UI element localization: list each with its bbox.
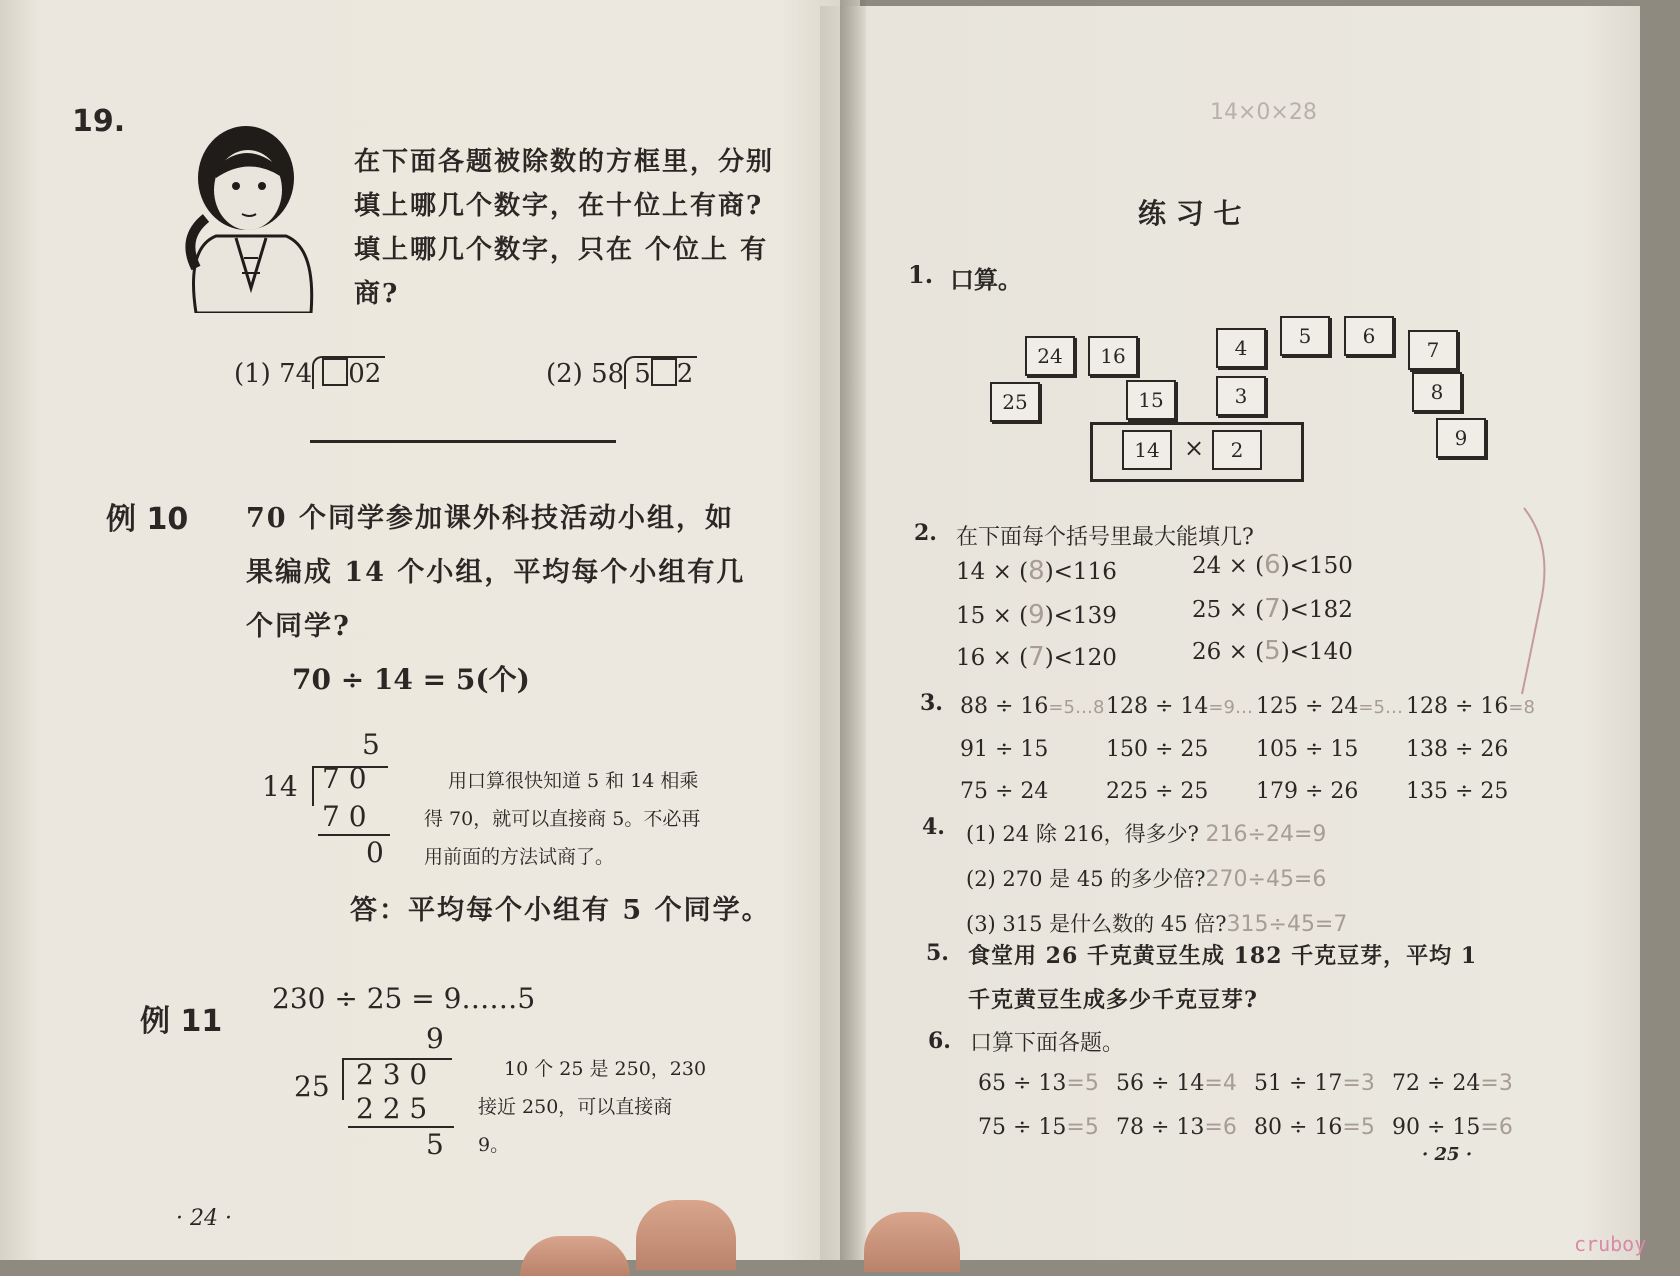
ex6-question: 65 ÷ 13 <box>978 1071 1067 1096</box>
ex4-question: (1) 24 除 216，得多少? <box>966 822 1199 846</box>
ld11-bracket <box>342 1058 344 1100</box>
ld10-remainder: 0 <box>366 836 384 869</box>
ex6-question: 56 ÷ 14 <box>1116 1071 1205 1096</box>
ex6-question: 78 ÷ 13 <box>1116 1115 1205 1140</box>
ex6-item <box>1254 1106 1392 1150</box>
ex2-fill: 6 <box>1264 550 1281 580</box>
right-page <box>820 6 1640 1260</box>
ex6-answer: =5 <box>1342 1115 1375 1140</box>
ex3-question: 91 ÷ 15 <box>960 737 1049 762</box>
ex2-suffix: )<116 <box>1044 559 1117 585</box>
ex6-question: 80 ÷ 16 <box>1254 1115 1343 1140</box>
ex2-suffix: )<182 <box>1280 597 1353 623</box>
ex2-row <box>1192 636 1353 666</box>
ex4-question: (3) 315 是什么数的 45 倍? <box>966 912 1227 936</box>
note-line: 10 个 25 是 250，230 <box>504 1058 707 1080</box>
ex5-text <box>968 934 1477 1022</box>
ld11-dividend: 2 3 0 <box>356 1058 428 1091</box>
machine-right-operand: 2 <box>1212 430 1262 470</box>
ex6-item <box>1392 1062 1530 1106</box>
number-card: 5 <box>1280 316 1330 356</box>
ex6-text: 口算下面各题。 <box>970 1031 1125 1056</box>
number-card: 16 <box>1088 336 1138 376</box>
divisor: 74 <box>279 359 313 389</box>
ex6-question: 90 ÷ 15 <box>1392 1115 1481 1140</box>
ex3-item <box>1256 686 1406 729</box>
ld10-bracket <box>312 766 314 806</box>
note-line: 接近 250，可以直接商 <box>478 1096 673 1118</box>
example-10-equation: 70 ÷ 14 = 5(个) <box>292 663 530 696</box>
dividend-tail: 2 <box>676 359 694 389</box>
note-line: 用口算很快知道 5 和 14 相乘 <box>448 770 699 792</box>
exercise-title: 练 习 七 <box>1138 197 1242 230</box>
ex3-item <box>960 729 1106 771</box>
note-line: 用前面的方法试商了。 <box>424 846 615 868</box>
ex5-label: 5. <box>926 940 949 966</box>
ex3-item <box>960 686 1106 729</box>
ex6-question: 51 ÷ 17 <box>1254 1071 1343 1096</box>
problem-19-item-2 <box>546 356 697 389</box>
example-10-note <box>424 762 700 876</box>
example-11-note <box>478 1050 706 1164</box>
ex6-item <box>1116 1106 1254 1150</box>
example-10-answer: 答：平均每个小组有 5 个同学。 <box>350 895 771 926</box>
ex2-text: 在下面每个括号里最大能填几? <box>956 525 1254 550</box>
ex3-question: 150 ÷ 25 <box>1106 737 1209 762</box>
ex2-row <box>956 556 1117 586</box>
ex6-grid <box>978 1062 1538 1150</box>
item-label: (2) <box>546 359 583 389</box>
ex2-row <box>956 600 1117 630</box>
ex4-answer: 216÷24=9 <box>1205 822 1327 847</box>
problem-19-item-1 <box>234 356 385 389</box>
problem-19-line: 在下面各题被除数的方框里，分别 <box>354 147 775 177</box>
ex3-question: 225 ÷ 25 <box>1106 779 1209 804</box>
ex2-fill: 7 <box>1028 642 1045 672</box>
ex3-question: 125 ÷ 24 <box>1256 694 1359 719</box>
ex2-suffix: )<140 <box>1280 639 1353 665</box>
ex6-rows <box>978 1062 1538 1150</box>
problem-19-line: 填上哪几个数字，只在 个位上 有 <box>354 235 769 265</box>
page-number-left: · 24 · <box>176 1206 232 1231</box>
number-card: 9 <box>1436 418 1486 458</box>
dividend-head: 5 <box>634 359 651 389</box>
ex4-answer: 270÷45=6 <box>1205 867 1327 892</box>
example-11-label: 例 11 <box>140 1004 223 1039</box>
ex3-question: 128 ÷ 14 <box>1106 694 1209 719</box>
pencil-note: 14×0×28 <box>1210 100 1317 125</box>
ex3-item <box>1106 729 1256 771</box>
ld11-product: 2 2 5 <box>356 1092 428 1125</box>
ex1-label: 1. <box>908 260 934 289</box>
number-card: 25 <box>990 382 1040 422</box>
note-line: 9。 <box>478 1134 510 1156</box>
ex3-question: 135 ÷ 25 <box>1406 779 1509 804</box>
ex6-label: 6. <box>928 1028 951 1054</box>
ex2-label: 2. <box>914 520 937 546</box>
ex3-item <box>960 771 1106 813</box>
ex6-question: 72 ÷ 24 <box>1392 1071 1481 1096</box>
ex6-answer: =4 <box>1204 1071 1237 1096</box>
ex6-answer: =5 <box>1066 1115 1099 1140</box>
ex3-question: 128 ÷ 16 <box>1406 694 1509 719</box>
number-card: 3 <box>1216 376 1266 416</box>
ex3-item <box>1106 686 1256 729</box>
ex2-prefix: 14 × ( <box>956 559 1029 585</box>
ld10-product: 7 0 <box>322 800 367 833</box>
ex3-question: 179 ÷ 26 <box>1256 779 1359 804</box>
number-card: 4 <box>1216 328 1266 368</box>
ex4-item <box>966 857 1347 902</box>
ex3-answer: =5…8 <box>1048 697 1105 718</box>
ex2-fill: 9 <box>1028 600 1045 630</box>
pencil-bracket-mark <box>1520 506 1560 696</box>
ex2-row <box>1192 594 1353 624</box>
ex2-suffix: )<150 <box>1280 553 1353 579</box>
ex3-item <box>1406 686 1546 729</box>
girl-illustration-icon <box>176 118 326 313</box>
ex3-answer: =5… <box>1358 697 1403 718</box>
ex2-prefix: 16 × ( <box>956 645 1029 671</box>
machine-left-operand: 14 <box>1122 430 1172 470</box>
section-divider <box>310 440 616 443</box>
ex6-item <box>1254 1062 1392 1106</box>
ex3-question: 75 ÷ 24 <box>960 779 1049 804</box>
book-gutter-shadow <box>840 0 866 1260</box>
ex3-question: 88 ÷ 16 <box>960 694 1049 719</box>
ex6-answer: =6 <box>1480 1115 1513 1140</box>
ex2-row <box>956 642 1117 672</box>
number-card: 6 <box>1344 316 1394 356</box>
ex3-question: 138 ÷ 26 <box>1406 737 1509 762</box>
ex3-item <box>1406 771 1546 813</box>
ex6-answer: =3 <box>1480 1071 1513 1096</box>
ex3-item <box>1256 771 1406 813</box>
ex1-text: 口算。 <box>950 265 1022 294</box>
example-10-line: 个同学? <box>246 611 351 642</box>
ex3-answer: =9… <box>1208 697 1253 718</box>
answer-box <box>651 358 677 386</box>
ex2-row <box>1192 550 1353 580</box>
problem-19-line: 填上哪几个数字，在十位上有商? <box>354 191 764 221</box>
example-10-label: 例 10 <box>106 502 189 537</box>
watermark: cruboy <box>1574 1232 1647 1256</box>
ld11-divisor: 25 <box>294 1070 330 1103</box>
page-number-right: · 25 · <box>1422 1144 1473 1165</box>
ex4-label: 4. <box>922 814 945 840</box>
dividend-tail: 02 <box>348 359 382 389</box>
ex3-item <box>1406 729 1546 771</box>
ex2-fill: 8 <box>1028 556 1045 586</box>
item-label: (1) <box>234 359 271 389</box>
ld11-remainder: 5 <box>426 1128 444 1161</box>
example-10-text <box>246 492 745 654</box>
problem-number: 19. <box>72 104 126 139</box>
ex5-line: 千克黄豆生成多少千克豆芽? <box>968 987 1258 1013</box>
ex3-answer: =8 <box>1508 697 1535 718</box>
number-card: 15 <box>1126 380 1176 420</box>
note-line: 得 70，就可以直接商 5。不必再 <box>424 808 701 830</box>
ex3-label: 3. <box>920 690 943 716</box>
machine-operator: × <box>1184 434 1205 462</box>
ex2-prefix: 25 × ( <box>1192 597 1265 623</box>
number-card: 7 <box>1408 330 1458 370</box>
ex2-prefix: 26 × ( <box>1192 639 1265 665</box>
example-10-line: 果编成 14 个小组，平均每个小组有几 <box>246 557 746 588</box>
ld11-quotient: 9 <box>426 1022 444 1055</box>
problem-19-line: 商? <box>354 279 400 309</box>
ld10-quotient: 5 <box>362 728 380 761</box>
ex5-line: 食堂用 26 千克黄豆生成 182 千克豆芽，平均 1 <box>968 943 1478 969</box>
example-10-line: 70 个同学参加课外科技活动小组，如 <box>246 503 734 534</box>
ex2-prefix: 15 × ( <box>956 603 1029 629</box>
ld10-dividend: 7 0 <box>322 762 367 795</box>
ex4-list <box>966 812 1347 947</box>
divisor: 58 <box>591 359 625 389</box>
ex3-rows <box>960 686 1535 813</box>
ex4-question: (2) 270 是 45 的多少倍? <box>966 867 1206 891</box>
number-card: 24 <box>1025 336 1075 376</box>
ex6-answer: =5 <box>1066 1071 1099 1096</box>
ex6-item <box>1116 1062 1254 1106</box>
ex2-fill: 7 <box>1264 594 1281 624</box>
ex3-item <box>1106 771 1256 813</box>
ex6-item <box>978 1062 1116 1106</box>
thumb-right <box>864 1212 960 1272</box>
ex4-answer: 315÷45=7 <box>1226 912 1348 937</box>
ex3-question: 105 ÷ 15 <box>1256 737 1359 762</box>
ex3-grid <box>960 686 1535 813</box>
ex6-item <box>978 1106 1116 1150</box>
ex3-item <box>1256 729 1406 771</box>
ex4-item <box>966 812 1347 857</box>
ex2-prefix: 24 × ( <box>1192 553 1265 579</box>
ex6-question: 75 ÷ 15 <box>978 1115 1067 1140</box>
ex2-fill: 5 <box>1264 636 1281 666</box>
ex2-suffix: )<120 <box>1044 645 1117 671</box>
problem-19-text <box>354 140 774 316</box>
answer-box <box>322 358 348 386</box>
example-11-equation: 230 ÷ 25 = 9……5 <box>272 982 536 1015</box>
ex6-answer: =6 <box>1204 1115 1237 1140</box>
ex6-answer: =3 <box>1342 1071 1375 1096</box>
number-card: 8 <box>1412 372 1462 412</box>
ld10-divisor: 14 <box>262 770 298 803</box>
ex2-suffix: )<139 <box>1044 603 1117 629</box>
